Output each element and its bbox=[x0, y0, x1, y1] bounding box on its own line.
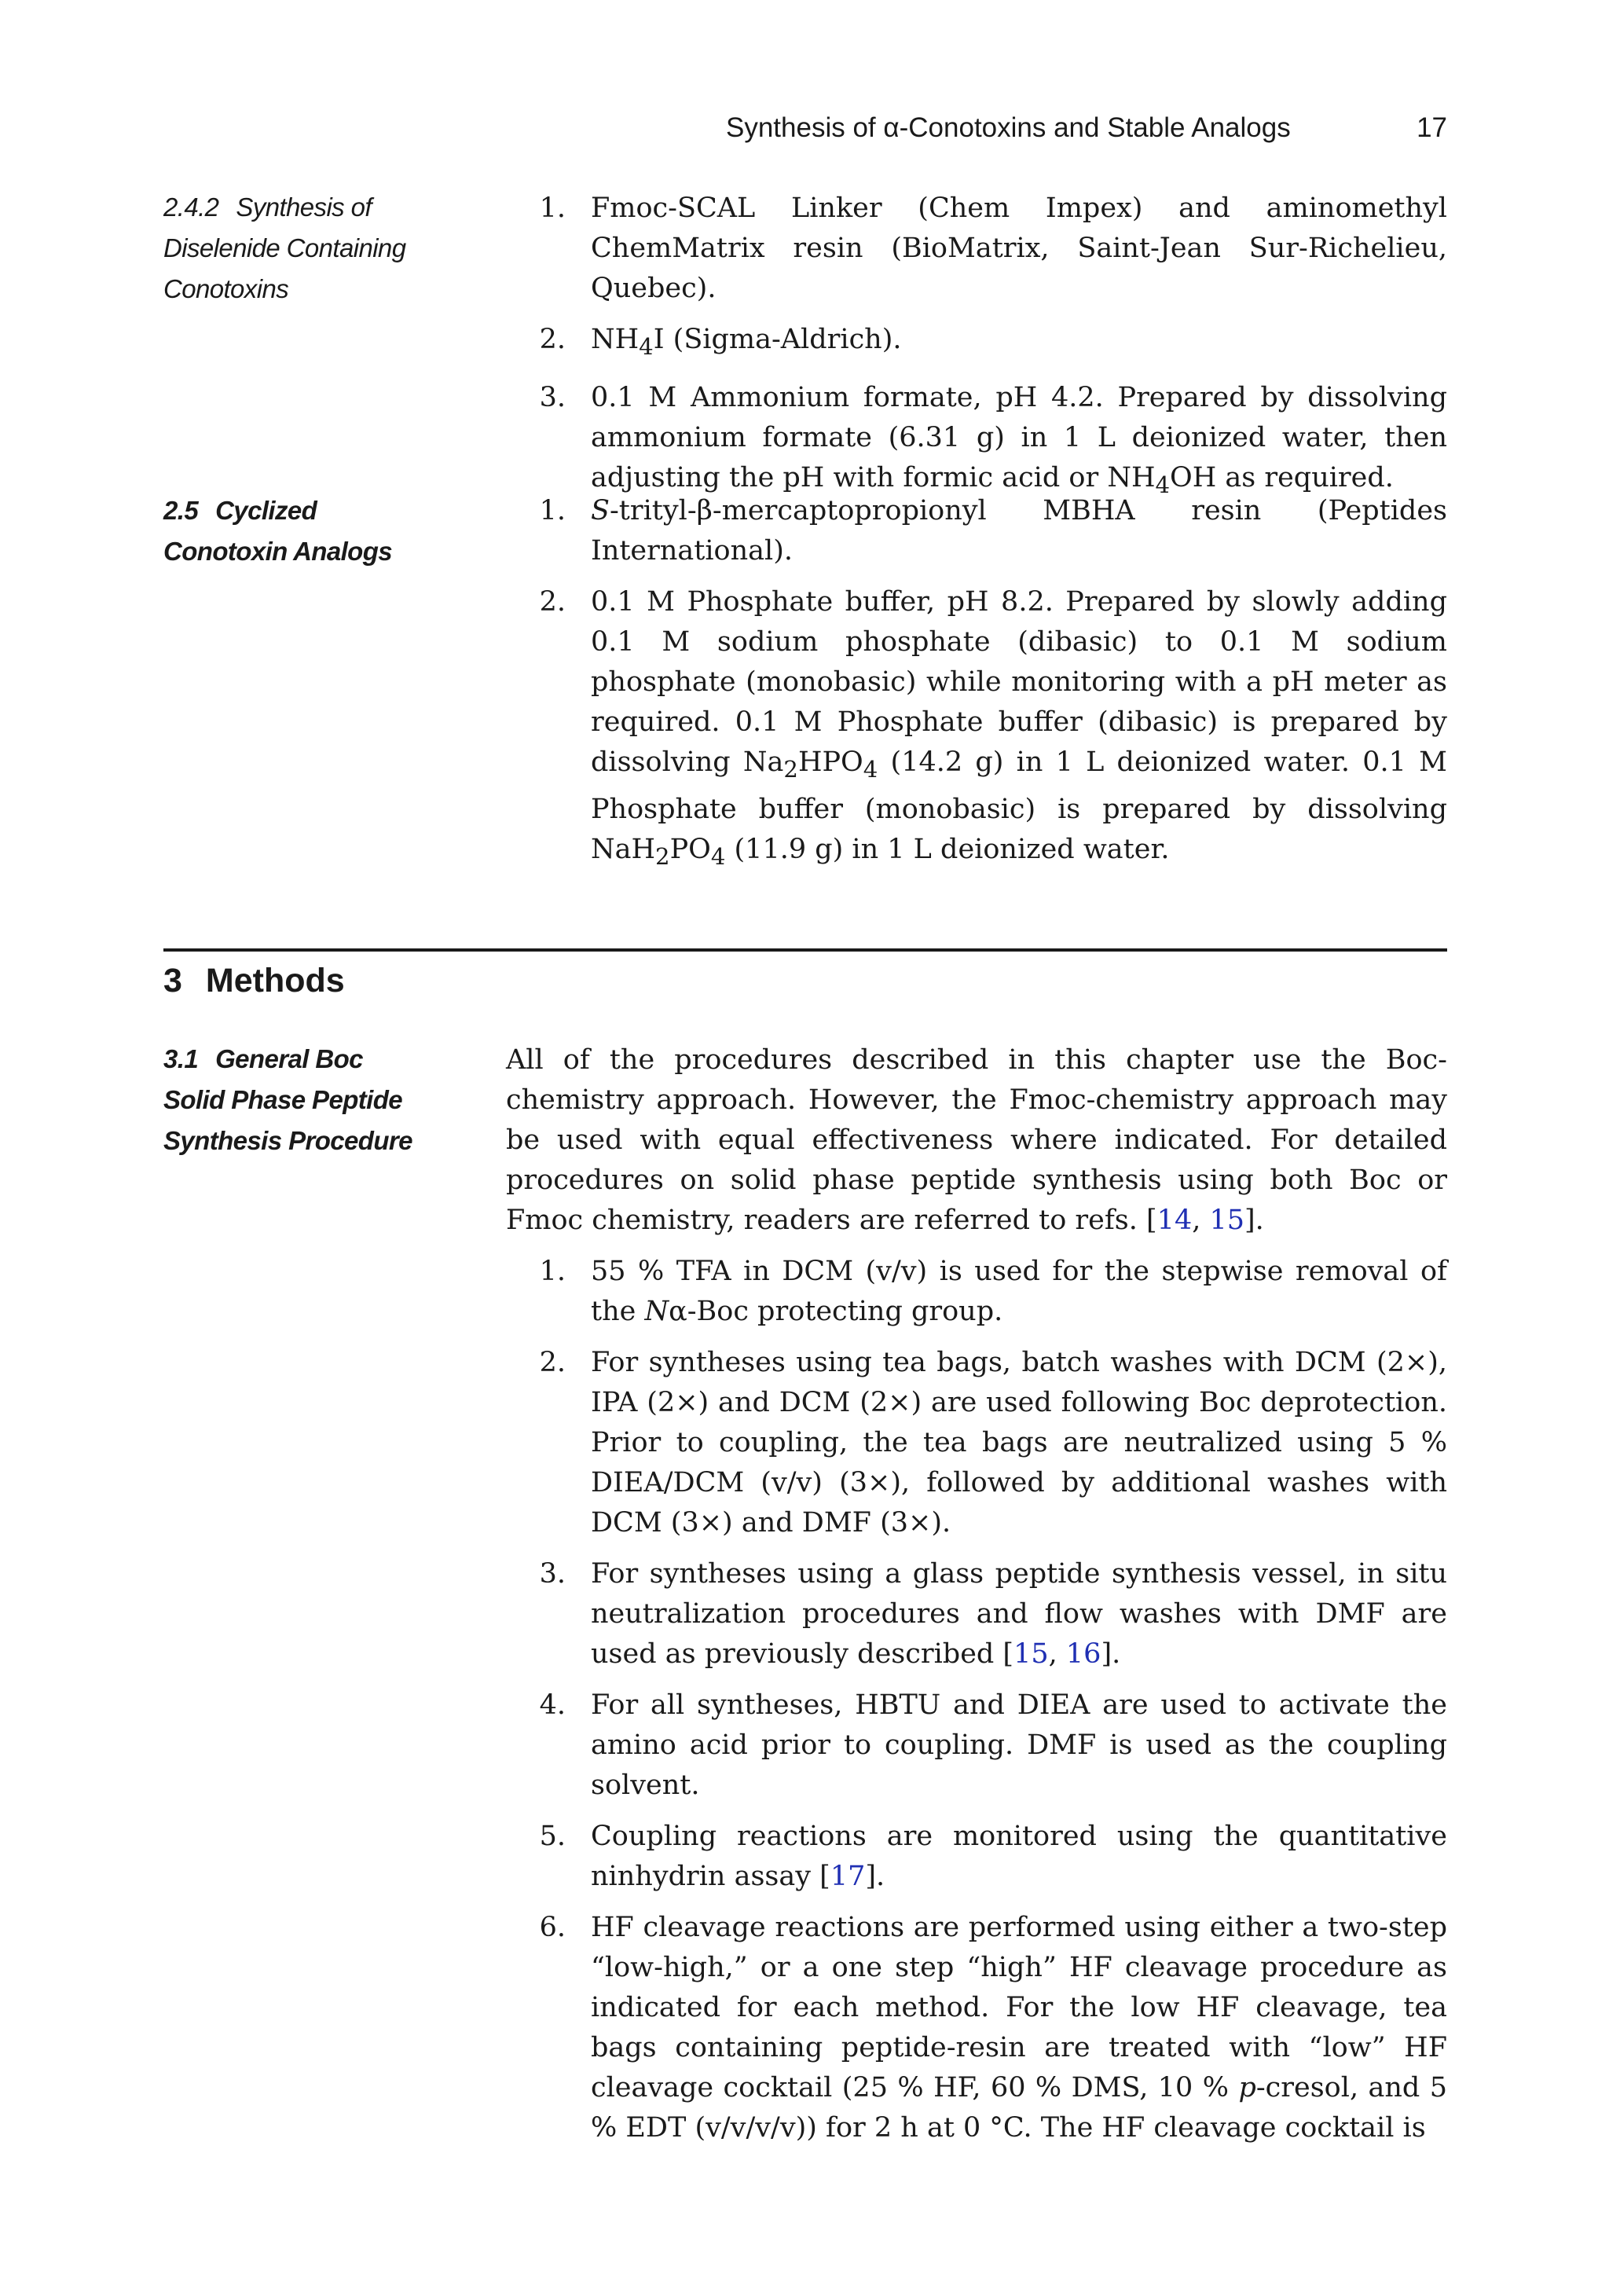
item-text: 0.1 M Ammonium formate, pH 4.2. Prepared by dissolving ammonium formate (6.31 g) in 1 L deionized water, then adjusting the pH with formic acid or NH bbox=[591, 382, 1447, 493]
item-number: 1. bbox=[539, 1256, 566, 1287]
subscript: 4 bbox=[710, 843, 726, 870]
list-item bbox=[528, 1908, 1447, 2148]
citation-separator: , bbox=[1048, 1638, 1066, 1670]
italic-text: N bbox=[644, 1296, 669, 1327]
item-text: Fmoc-SCAL Linker (Chem Impex) and aminomethyl ChemMatrix resin (BioMatrix, Saint-Jean Sur-Richelieu, Quebec). bbox=[591, 193, 1447, 304]
item-text: (14.2 g) in 1 L deionized water. 0.1 M Phosphate buffer (monobasic) is prepared by dissolving NaH bbox=[591, 746, 1447, 865]
item-text: For syntheses using a glass peptide synthesis vessel, in situ neutralization procedures and flow washes with DMF are used as previously described [ bbox=[591, 1558, 1447, 1670]
subscript: 4 bbox=[863, 756, 878, 783]
citation-separator: , bbox=[1192, 1205, 1210, 1236]
section-number: 3 bbox=[163, 962, 182, 999]
subscript: 4 bbox=[639, 333, 654, 360]
list-item bbox=[528, 320, 1447, 367]
item-number: 6. bbox=[539, 1912, 566, 1943]
item-text: ]. bbox=[865, 1861, 885, 1892]
list-item bbox=[528, 1252, 1447, 1332]
subscript: 2 bbox=[655, 843, 670, 870]
side-heading-3-1 bbox=[163, 1039, 446, 1161]
intro-text: ]. bbox=[1244, 1205, 1264, 1236]
section-3-1-body bbox=[506, 1040, 1447, 2159]
item-text: 55 % TFA in DCM (v/v) is used for the stepwise removal of the bbox=[591, 1256, 1447, 1327]
item-text: -cresol, and 5 % EDT (v/v/v/v)) for 2 h at 0 °C. The HF cleavage cocktail is bbox=[591, 2072, 1447, 2144]
item-text: OH as required. bbox=[1170, 462, 1394, 493]
list-item bbox=[528, 1685, 1447, 1806]
item-text: (11.9 g) in 1 L deionized water. bbox=[725, 834, 1170, 865]
list-item bbox=[528, 189, 1447, 309]
item-number: 3. bbox=[539, 382, 566, 413]
heading-line: Cyclized bbox=[215, 496, 317, 525]
item-number: 4. bbox=[539, 1689, 566, 1721]
item-number: 2. bbox=[539, 586, 566, 618]
list-item bbox=[528, 1343, 1447, 1543]
heading-line: Diselenide Containing bbox=[163, 233, 406, 262]
page-number: 17 bbox=[1417, 112, 1447, 143]
section-rule bbox=[163, 948, 1447, 952]
item-text: Coupling reactions are monitored using the quantitative ninhydrin assay [ bbox=[591, 1821, 1447, 1892]
list-item bbox=[528, 491, 1447, 571]
item-number: 2. bbox=[539, 324, 566, 355]
item-text: -trityl-β-mercaptopropionyl MBHA resin (Peptides International). bbox=[591, 495, 1447, 567]
citation-link[interactable]: 15 bbox=[1013, 1638, 1049, 1670]
side-heading-2-4-2 bbox=[163, 187, 446, 310]
side-heading-2-5 bbox=[163, 490, 446, 572]
italic-text: p bbox=[1238, 2072, 1256, 2103]
citation-link[interactable]: 15 bbox=[1209, 1205, 1245, 1236]
section-2-5-body bbox=[506, 491, 1447, 888]
subscript: 2 bbox=[783, 756, 798, 783]
heading-line: Conotoxin Analogs bbox=[163, 537, 393, 566]
running-header bbox=[726, 110, 1447, 146]
item-text: ]. bbox=[1101, 1638, 1121, 1670]
list-item bbox=[528, 1817, 1447, 1897]
citation-link[interactable]: 17 bbox=[830, 1861, 866, 1892]
heading-line: General Boc bbox=[215, 1044, 363, 1073]
item-number: 1. bbox=[539, 193, 566, 224]
running-title: Synthesis of α-Conotoxins and Stable Analogs bbox=[726, 112, 1291, 143]
section-number: 3.1 bbox=[163, 1044, 199, 1073]
citation-link[interactable]: 14 bbox=[1156, 1205, 1193, 1236]
italic-text: S bbox=[591, 495, 610, 526]
list-item bbox=[528, 378, 1447, 505]
list-item bbox=[528, 1554, 1447, 1674]
heading-line: Solid Phase Peptide bbox=[163, 1085, 403, 1114]
item-number: 5. bbox=[539, 1821, 566, 1852]
item-text: HPO bbox=[797, 746, 863, 778]
section-title: Methods bbox=[205, 962, 345, 999]
item-text: PO bbox=[669, 834, 711, 865]
item-text: For syntheses using tea bags, batch washes with DCM (2×), IPA (2×) and DCM (2×) are used following Boc deprotection. Prior to coupling, the tea bags are neutralized using 5 % DIEA/DCM (v/v) (3×), followed by additional washes with DCM (3×) and DMF (3×). bbox=[591, 1347, 1447, 1539]
list-item bbox=[528, 582, 1447, 877]
citation-link[interactable]: 16 bbox=[1065, 1638, 1101, 1670]
subscript: 4 bbox=[1155, 471, 1171, 498]
section-number: 2.4.2 bbox=[163, 193, 219, 222]
item-text: NH bbox=[591, 324, 640, 355]
section-2-4-2-body bbox=[506, 189, 1447, 516]
item-text: HF cleavage reactions are performed using either a two-step “low-high,” or a one step “high” HF cleavage procedure as indicated for each method. For the low HF cleavage, tea bags containing peptide-resin are treated with “low” HF cleavage cocktail (25 % HF, 60 % DMS, 10 % bbox=[591, 1912, 1447, 2103]
section-heading-methods bbox=[163, 957, 345, 1004]
heading-line: Conotoxins bbox=[163, 274, 289, 303]
item-text: For all syntheses, HBTU and DIEA are used to activate the amino acid prior to coupling. DMF is used as the coupling solvent. bbox=[591, 1689, 1447, 1801]
heading-line: Synthesis Procedure bbox=[163, 1126, 412, 1155]
intro-paragraph bbox=[506, 1040, 1447, 1241]
item-number: 3. bbox=[539, 1558, 566, 1590]
section-number: 2.5 bbox=[163, 496, 199, 525]
item-number: 2. bbox=[539, 1347, 566, 1378]
item-text: I (Sigma-Aldrich). bbox=[653, 324, 902, 355]
intro-text: All of the procedures described in this chapter use the Boc-chemistry approach. However, the Fmoc-chemistry approach may be used with equal effectiveness where indicated. For detailed procedures on solid phase peptide synthesis using both Boc or Fmoc chemistry, readers are referred to refs. [ bbox=[506, 1044, 1447, 1236]
item-number: 1. bbox=[539, 495, 566, 526]
item-text: 0.1 M Phosphate buffer, pH 8.2. Prepared by slowly adding 0.1 M sodium phosphate (dibasic) to 0.1 M sodium phosphate (monobasic) while monitoring with a pH meter as required. 0.1 M Phosphate buffer (dibasic) is prepared by dissolving Na bbox=[591, 586, 1447, 778]
heading-line: Synthesis of bbox=[236, 193, 372, 222]
item-text: α-Boc protecting group. bbox=[669, 1296, 1003, 1327]
